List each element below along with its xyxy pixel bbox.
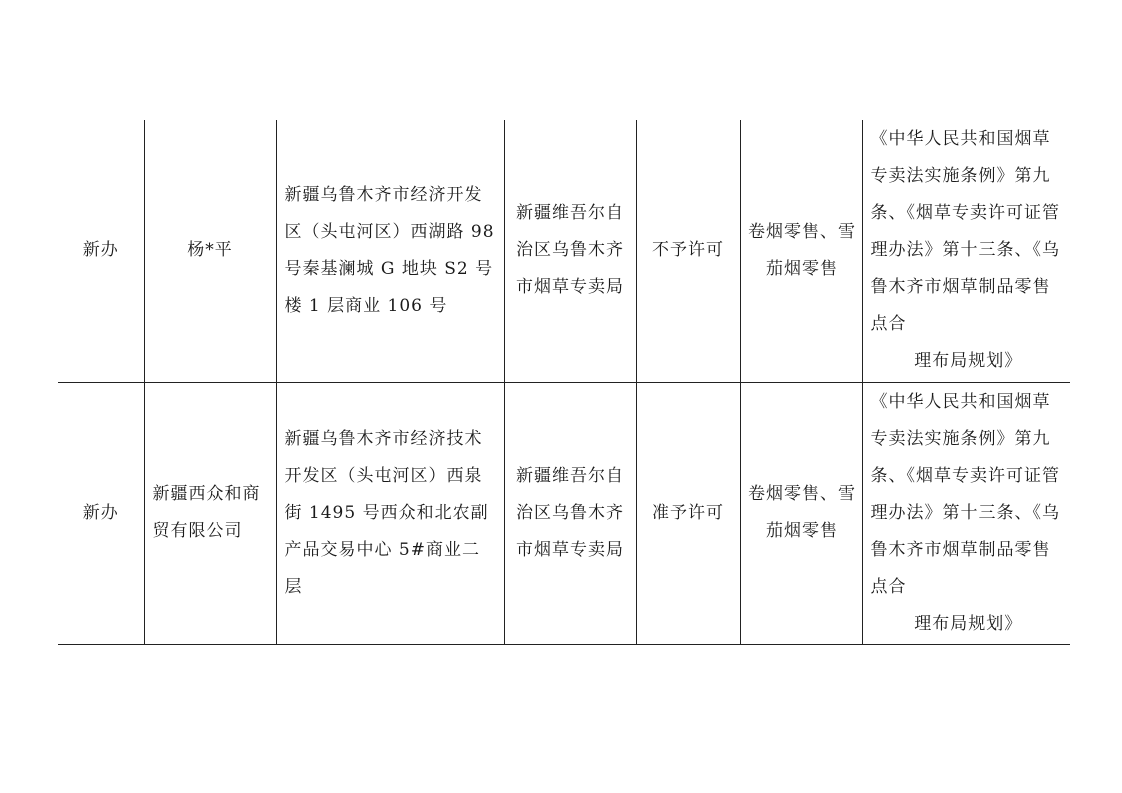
legal-basis-tail: 理布局规划》 (914, 351, 1023, 372)
decision-cell: 不予许可 (636, 120, 740, 382)
applicant-name-cell: 杨*平 (144, 120, 276, 382)
application-type-cell: 新办 (58, 120, 144, 382)
application-type-cell: 新办 (58, 382, 144, 644)
legal-basis-text: 《中华人民共和国烟草专卖法实施条例》第九条、《烟草专卖许可证管理办法》第十三条、《乌鲁木齐市烟草制品零售点合 (870, 391, 1060, 597)
legal-basis-tail: 理布局规划》 (914, 613, 1023, 634)
business-address-cell: 新疆乌鲁木齐市经济技术开发区（头屯河区）西泉街 1495 号西众和北农副产品交易中心 5#商业二层 (276, 382, 504, 644)
licensing-authority-cell: 新疆维吾尔自治区乌鲁木齐市烟草专卖局 (504, 120, 636, 382)
license-scope-cell: 卷烟零售、雪茄烟零售 (740, 120, 862, 382)
licensing-authority-cell: 新疆维吾尔自治区乌鲁木齐市烟草专卖局 (504, 382, 636, 644)
license-scope-cell: 卷烟零售、雪茄烟零售 (740, 382, 862, 644)
legal-basis-cell (862, 382, 1070, 644)
license-decision-table (58, 120, 1070, 645)
applicant-name-cell: 新疆西众和商贸有限公司 (144, 382, 276, 644)
decision-cell: 准予许可 (636, 382, 740, 644)
legal-basis-cell (862, 120, 1070, 382)
table-row (58, 120, 1070, 382)
business-address-cell: 新疆乌鲁木齐市经济开发区（头屯河区）西湖路 98 号秦基澜城 G 地块 S2 号楼 1 层商业 106 号 (276, 120, 504, 382)
legal-basis-text: 《中华人民共和国烟草专卖法实施条例》第九条、《烟草专卖许可证管理办法》第十三条、《乌鲁木齐市烟草制品零售点合 (870, 129, 1060, 335)
table-row (58, 382, 1070, 644)
